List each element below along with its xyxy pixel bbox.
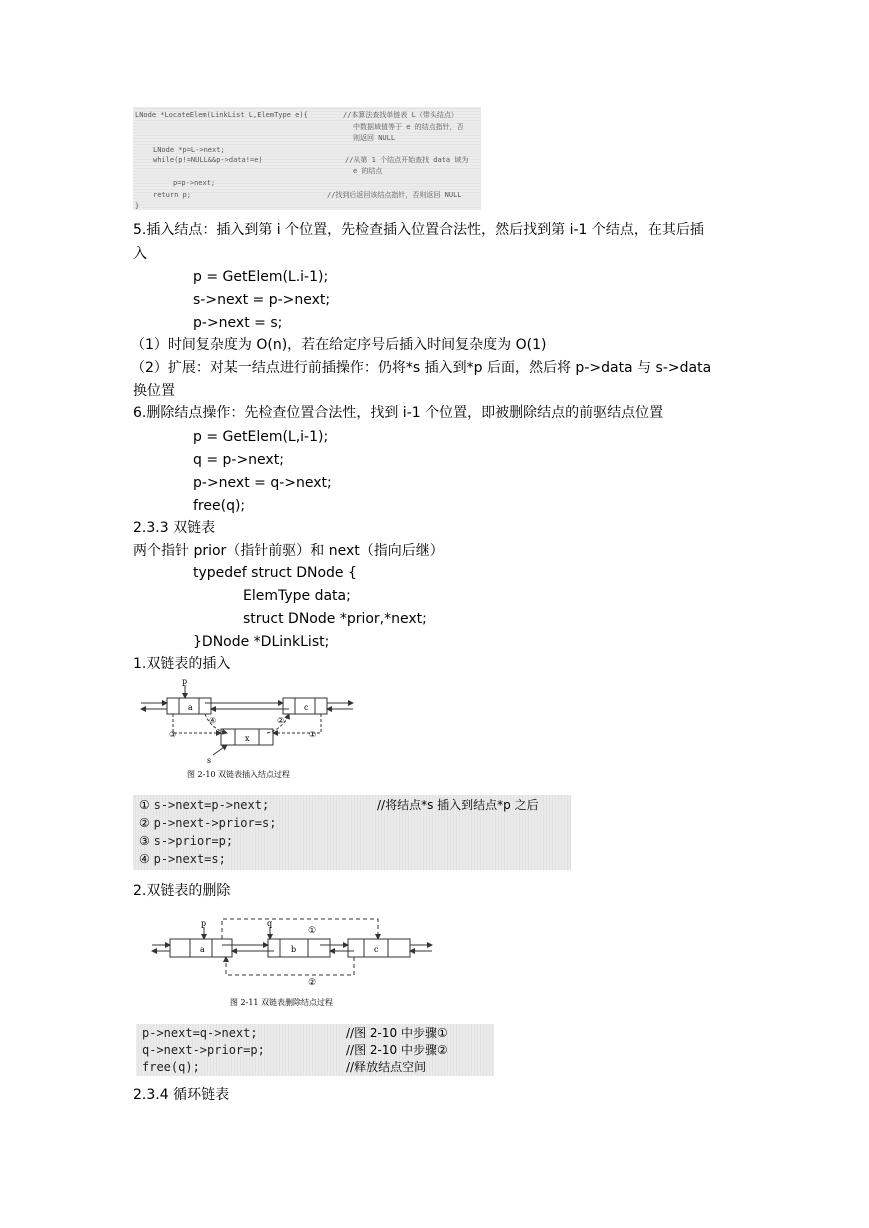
step-1-label: ① [308,926,317,936]
step-1-label: ① [309,730,317,739]
node-a-label: a [200,945,205,954]
code-line: p = GetElem(L.i-1); [193,269,329,285]
node-x-label: x [245,734,250,743]
code-line: p->next = s; [193,315,283,331]
code-comment: //图 2-10 中步骤① [346,1026,448,1040]
node-b-label: b [291,945,297,954]
code-line: p->next = q->next; [193,475,332,491]
code-line: typedef struct DNode { [193,565,357,581]
code-line: p=p->next; [173,179,216,187]
code-line: free(q); [193,498,246,514]
pointer-s-label: s [207,756,212,765]
step-number: ① [139,798,150,812]
code-line: while(p!=NULL&&p->data!=e) [153,156,263,164]
code-comment: 则返回 NULL [353,134,396,142]
code-line: struct DNode *prior,*next; [243,611,427,627]
note-extension-cont: 换位置 [133,383,175,399]
step-2-label: ② [308,978,317,988]
insert-diagram [133,675,373,785]
figure-2-10-caption: 图 2-10 双链表插入结点过程 [187,770,291,779]
pointer-p-label: p [182,677,188,686]
code-line: LNode *p=L->next; [153,146,225,154]
code-line: s->next = p->next; [193,292,331,308]
section-2-3-4-heading: 2.3.4 循环链表 [133,1087,230,1103]
step-4-label: ④ [209,716,217,725]
code-comment: //释放结点空间 [346,1060,427,1074]
pointer-q-label: q [267,919,273,928]
section-2-3-3-desc: 两个指针 prior（指针前驱）和 next（指向后继） [133,543,444,559]
locate-elem-code-image [133,107,481,210]
code-line: p->next=q->next; [142,1026,258,1040]
node-c-label: c [374,945,379,954]
figure-2-11-caption: 图 2-11 双链表删除结点过程 [230,998,334,1007]
code-comment: //本算法查找单链表 L（带头结点） [343,111,458,119]
note-extension: （2）扩展：对某一结点进行前插操作：仍将*s 插入到*p 后面，然后将 p->data 与 s->data [131,360,712,376]
code-line: q = p->next; [193,452,284,468]
code-line: s->next=p->next; [153,798,270,812]
insert-code-image [133,795,571,870]
note-complexity: （1）时间复杂度为 O(n)，若在给定序号后插入时间复杂度为 O(1) [131,337,547,353]
step-number: ④ [139,852,150,866]
step-number: ③ [139,834,150,848]
code-line: p = GetElem(L,i-1); [193,429,329,445]
code-comment: //图 2-10 中步骤② [346,1043,448,1057]
code-line: LNode *LocateElem(LinkList L,ElemType e){ [135,111,308,119]
node-a-label: a [188,703,193,712]
delete-heading: 2.双链表的删除 [133,883,231,899]
code-line: p->next=s; [153,852,226,866]
step-number: ② [139,816,150,830]
code-comment: 中数据域值等于 e 的结点指针，否 [353,123,464,131]
section-5-heading: 5.插入结点：插入到第 i 个位置，先检查插入位置合法性，然后找到第 i-1 个结点，在其后插 [133,222,704,238]
delete-code-image [136,1024,494,1076]
code-line: return p; [153,191,191,199]
code-comment: //从第 1 个结点开始查找 data 域为 [345,156,469,164]
section-5-heading-cont: 入 [133,246,147,262]
code-line: } [135,202,140,210]
code-comment: //将结点*s 插入到结点*p 之后 [377,798,539,812]
step-3-label: ③ [169,730,177,739]
code-line: free(q); [142,1060,200,1074]
pointer-p-label: p [201,919,207,928]
code-comment: //找到后返回该结点指针，否则返回 NULL [327,191,462,199]
code-line: ElemType data; [243,588,351,604]
section-6-heading: 6.删除结点操作：先检查位置合法性，找到 i-1 个位置，即被删除结点的前驱结点位置 [133,405,664,421]
code-line: }DNode *DLinkList; [193,634,330,650]
code-line: s->prior=p; [153,834,234,848]
code-line: q->next->prior=p; [142,1043,265,1057]
insert-heading: 1.双链表的插入 [133,656,231,672]
code-comment: e 的结点 [353,167,383,175]
node-c-label: c [304,703,309,712]
code-line: p->next->prior=s; [153,816,277,830]
section-2-3-3-heading: 2.3.3 双链表 [133,520,216,536]
step-2-label: ② [277,716,285,725]
delete-diagram [150,915,440,1010]
